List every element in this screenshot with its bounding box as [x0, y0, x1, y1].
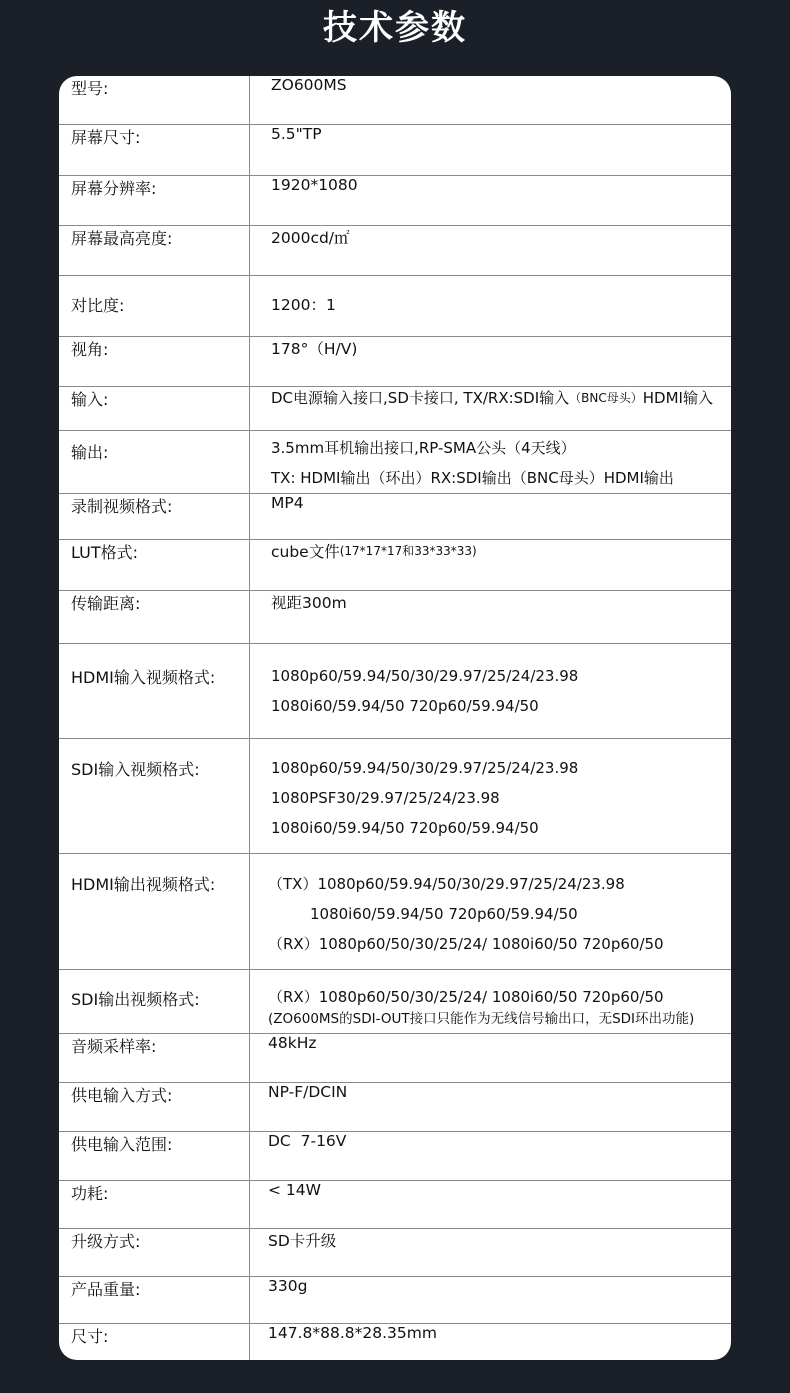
- spec-value-main: DC电源输入接口,SD卡接口, TX/RX:SDI输入: [271, 388, 570, 407]
- spec-value: 330g: [268, 1276, 308, 1295]
- spec-label: LUT格式:: [71, 542, 138, 562]
- table-row: [59, 1131, 731, 1180]
- spec-card: [59, 76, 731, 1360]
- spec-value-line: 3.5mm耳机输出接口,RP-SMA公头（4天线）: [271, 438, 576, 457]
- spec-value: [271, 540, 731, 562]
- spec-value: 48kHz: [268, 1033, 317, 1052]
- spec-value: 1200：1: [271, 295, 336, 314]
- spec-value: 5.5"TP: [271, 124, 322, 143]
- spec-label: 功耗:: [71, 1183, 109, 1203]
- table-row: [59, 590, 731, 643]
- table-row: [59, 853, 731, 969]
- spec-value: 视距300m: [271, 593, 347, 612]
- spec-value-tail: HDMI输入: [642, 388, 713, 407]
- spec-table: [59, 76, 731, 1360]
- spec-value: 2000cd/㎡: [271, 228, 350, 247]
- table-row: [59, 124, 731, 175]
- table-row: [59, 175, 731, 225]
- spec-label: 尺寸:: [71, 1326, 109, 1346]
- spec-label: 输出:: [71, 442, 109, 462]
- spec-label: HDMI输出视频格式:: [71, 874, 216, 894]
- table-row: [59, 225, 731, 275]
- spec-label: 传输距离:: [71, 593, 141, 613]
- table-row: [59, 493, 731, 539]
- spec-label: 视角:: [71, 339, 109, 359]
- table-row: [59, 1228, 731, 1276]
- spec-value: DC 7-16V: [268, 1131, 347, 1150]
- spec-value-line: （RX）1080p60/50/30/25/24/ 1080i60/50 720p60/50: [268, 987, 664, 1006]
- spec-label: 对比度:: [71, 295, 125, 315]
- spec-value-line: TX: HDMI输出（环出）RX:SDI输出（BNC母头）HDMI输出: [271, 468, 674, 487]
- spec-value-line: 1080PSF30/29.97/25/24/23.98: [271, 788, 500, 807]
- spec-label: 屏幕最高亮度:: [71, 228, 173, 248]
- table-row: [59, 738, 731, 853]
- spec-label: 升级方式:: [71, 1231, 141, 1251]
- spec-value: MP4: [271, 493, 304, 512]
- spec-value: 178°（H/V): [271, 339, 358, 358]
- table-row: [59, 430, 731, 493]
- spec-value-line: 1080i60/59.94/50 720p60/59.94/50: [310, 904, 578, 923]
- spec-value: 147.8*88.8*28.35mm: [268, 1323, 437, 1342]
- spec-value-note: (17*17*17和33*33*33): [339, 544, 477, 558]
- spec-value: 1920*1080: [271, 175, 358, 194]
- spec-value-line: （RX）1080p60/50/30/25/24/ 1080i60/50 720p60/50: [268, 934, 664, 953]
- spec-value: ZO600MS: [271, 76, 347, 94]
- page-title: 技术参数: [323, 8, 467, 48]
- spec-label: 录制视频格式:: [71, 496, 173, 516]
- table-row: [59, 76, 731, 124]
- table-row: [59, 386, 731, 430]
- table-row: [59, 1033, 731, 1082]
- spec-label: HDMI输入视频格式:: [71, 667, 216, 687]
- spec-value-note: (ZO600MS的SDI-OUT接口只能作为无线信号输出口，无SDI环出功能): [268, 1010, 695, 1027]
- spec-label: 屏幕尺寸:: [71, 127, 141, 147]
- spec-label: SDI输出视频格式:: [71, 989, 200, 1009]
- spec-value: [271, 387, 731, 408]
- spec-value-line: 1080p60/59.94/50/30/29.97/25/24/23.98: [271, 666, 579, 685]
- spec-value: NP-F/DCIN: [268, 1082, 348, 1101]
- spec-label: 输入:: [71, 389, 109, 409]
- spec-label: 屏幕分辨率:: [71, 178, 157, 198]
- spec-label: 供电输入方式:: [71, 1085, 173, 1105]
- spec-label: 供电输入范围:: [71, 1134, 173, 1154]
- table-row: [59, 643, 731, 738]
- table-row: [59, 1180, 731, 1228]
- spec-value-line: 1080p60/59.94/50/30/29.97/25/24/23.98: [271, 758, 579, 777]
- table-row: [59, 275, 731, 336]
- spec-value-line: 1080i60/59.94/50 720p60/59.94/50: [271, 818, 539, 837]
- spec-value-line: （TX）1080p60/59.94/50/30/29.97/25/24/23.98: [268, 874, 625, 893]
- table-row: [59, 1323, 731, 1360]
- spec-label: SDI输入视频格式:: [71, 759, 200, 779]
- spec-value: SD卡升级: [268, 1231, 337, 1250]
- spec-label: 产品重量:: [71, 1279, 141, 1299]
- table-row: [59, 336, 731, 386]
- spec-value: < 14W: [268, 1180, 321, 1199]
- table-row: [59, 1082, 731, 1131]
- spec-value-main: cube文件: [271, 542, 340, 561]
- spec-value-line: 1080i60/59.94/50 720p60/59.94/50: [271, 696, 539, 715]
- table-row: [59, 1276, 731, 1323]
- table-row: [59, 539, 731, 590]
- table-row: [59, 969, 731, 1033]
- spec-label: 音频采样率:: [71, 1036, 157, 1056]
- spec-label: 型号:: [71, 79, 109, 98]
- spec-value-note: （BNC母头）: [569, 390, 643, 405]
